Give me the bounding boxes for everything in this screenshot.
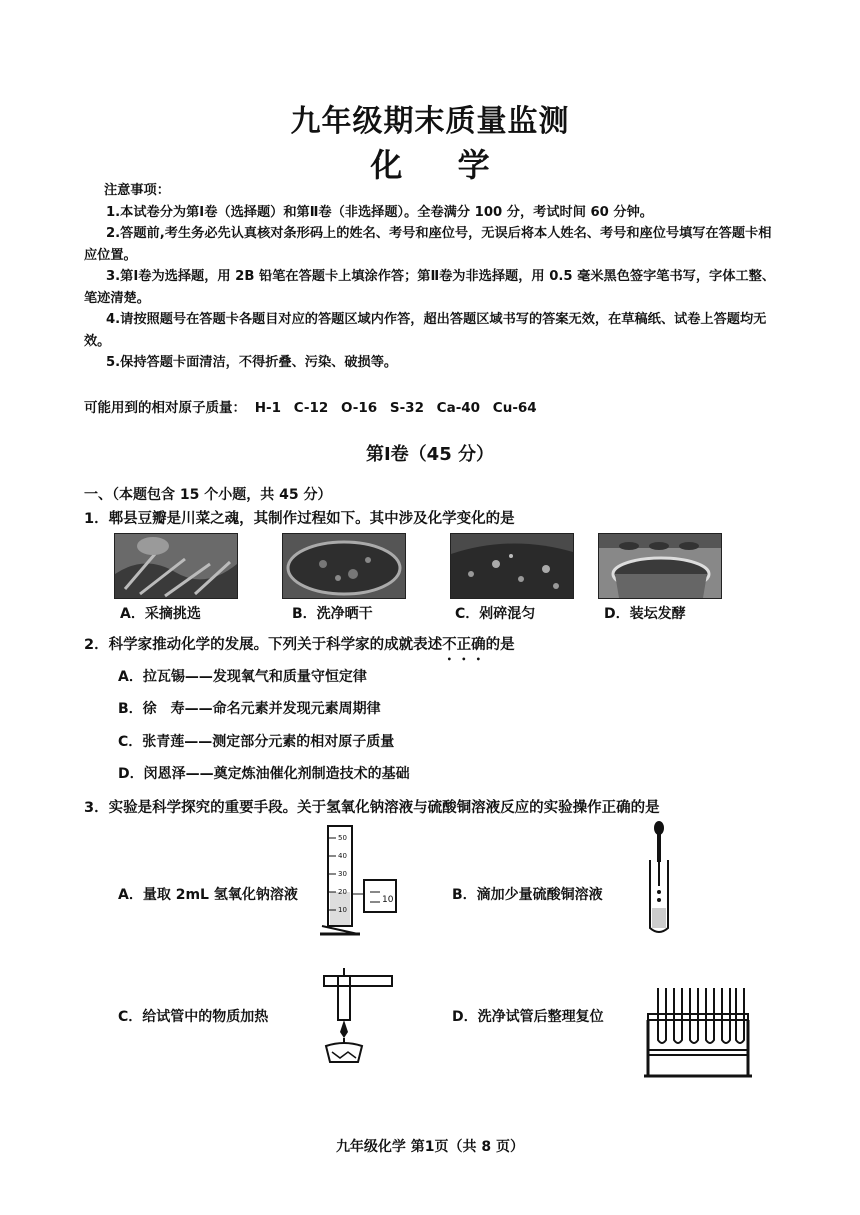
photo-fermenting (598, 533, 722, 599)
test-tube-rack-icon (644, 984, 752, 1080)
q1-option-c: C．剁碎混匀 (455, 606, 536, 622)
part-heading: 一、（本题包含 15 个小题，共 45 分） (84, 487, 332, 503)
graduated-cylinder-icon (318, 822, 404, 940)
atomic-mass: O-16 (341, 400, 378, 416)
q2-option-a: A．拉瓦锡——发现氧气和质量守恒定律 (118, 669, 367, 685)
q1-option-b: B．洗净晒干 (292, 606, 373, 622)
atomic-mass: C-12 (293, 400, 329, 416)
photo-chopping (450, 533, 574, 599)
exam-notes (84, 180, 784, 374)
note-item: 2.答题前,考生务必先认真核对条形码上的姓名、考号和座位号，无误后将本人姓名、考号和座位号填写在答题卡相应位置。 (84, 226, 772, 263)
atomic-mass: H-1 (254, 400, 281, 416)
photo-picking (114, 533, 238, 599)
emphasis-char: 确 (471, 637, 486, 653)
cylinder-tick-label: 30 (338, 870, 347, 878)
subject-title: 化 学 (370, 146, 512, 184)
cylinder-tick-label: 10 (338, 906, 347, 914)
magnifier-value: 10 (382, 895, 394, 905)
note-item: 5.保持答题卡面清洁，不得折叠、污染、破损等。 (106, 355, 398, 370)
photo-drying (282, 533, 406, 599)
q2-option-b: B．徐 寿——命名元素并发现元素周期律 (118, 701, 381, 717)
q2-option-d: D．闵恩泽——奠定炼油催化剂制造技术的基础 (118, 766, 410, 782)
note-item: 3.第Ⅰ卷为选择题，用 2B 铅笔在答题卡上填涂作答；第Ⅱ卷为非选择题，用 0.5 毫米黑色签字笔书写，字体工整、笔迹清楚。 (84, 269, 775, 306)
q3-option-d: D．洗净试管后整理复位 (452, 1009, 604, 1025)
exam-title: 九年级期末质量监测 (290, 104, 570, 139)
q2-stem-part: 2．科学家推动化学的发展。下列关于科学家的成就表述 (84, 637, 443, 653)
question-1-stem: 1．郫县豆瓣是川菜之魂，其制作过程如下。其中涉及化学变化的是 (84, 511, 515, 527)
cylinder-tick-label: 40 (338, 852, 347, 860)
q1-option-a: A．采摘挑选 (120, 606, 201, 622)
page-footer: 九年级化学 第1页（共 8 页） (335, 1139, 525, 1155)
q2-stem-part: 的是 (485, 637, 515, 653)
q3-option-a: A．量取 2mL 氢氧化钠溶液 (118, 887, 298, 903)
atomic-masses (84, 396, 545, 416)
atomic-mass: Ca-40 (436, 400, 481, 416)
q2-option-c: C．张青莲——测定部分元素的相对原子质量 (118, 734, 395, 750)
cylinder-tick-label: 20 (338, 888, 347, 896)
q3-option-b: B．滴加少量硫酸铜溶液 (452, 887, 603, 903)
note-item: 4.请按照题号在答题卡各题目对应的答题区域内作答，超出答题区域书写的答案无效，在草稿纸、试卷上答题均无效。 (84, 312, 767, 349)
emphasis-char: 不 (442, 637, 457, 653)
emphasis-char: 正 (456, 637, 472, 653)
atomic-masses-label: 可能用到的相对原子质量： (84, 400, 246, 416)
section-title: 第Ⅰ卷（45 分） (365, 444, 494, 465)
cylinder-tick-label: 50 (338, 834, 347, 842)
q1-option-d: D．装坛发酵 (604, 606, 686, 622)
note-item: 1.本试卷分为第Ⅰ卷（选择题）和第Ⅱ卷（非选择题）。全卷满分 100 分，考试时间 60 分钟。 (106, 204, 653, 220)
q3-option-c: C．给试管中的物质加热 (118, 1009, 269, 1025)
dropper-test-tube-icon (644, 820, 674, 938)
question-2-stem (84, 633, 515, 654)
alcohol-lamp-heating-icon (318, 966, 398, 1066)
atomic-mass: Cu-64 (492, 400, 537, 416)
atomic-mass: S-32 (389, 400, 424, 416)
question-3-stem: 3．实验是科学探究的重要手段。关于氢氧化钠溶液与硫酸铜溶液反应的实验操作正确的是 (84, 800, 660, 816)
notes-heading: 注意事项： (104, 183, 170, 198)
